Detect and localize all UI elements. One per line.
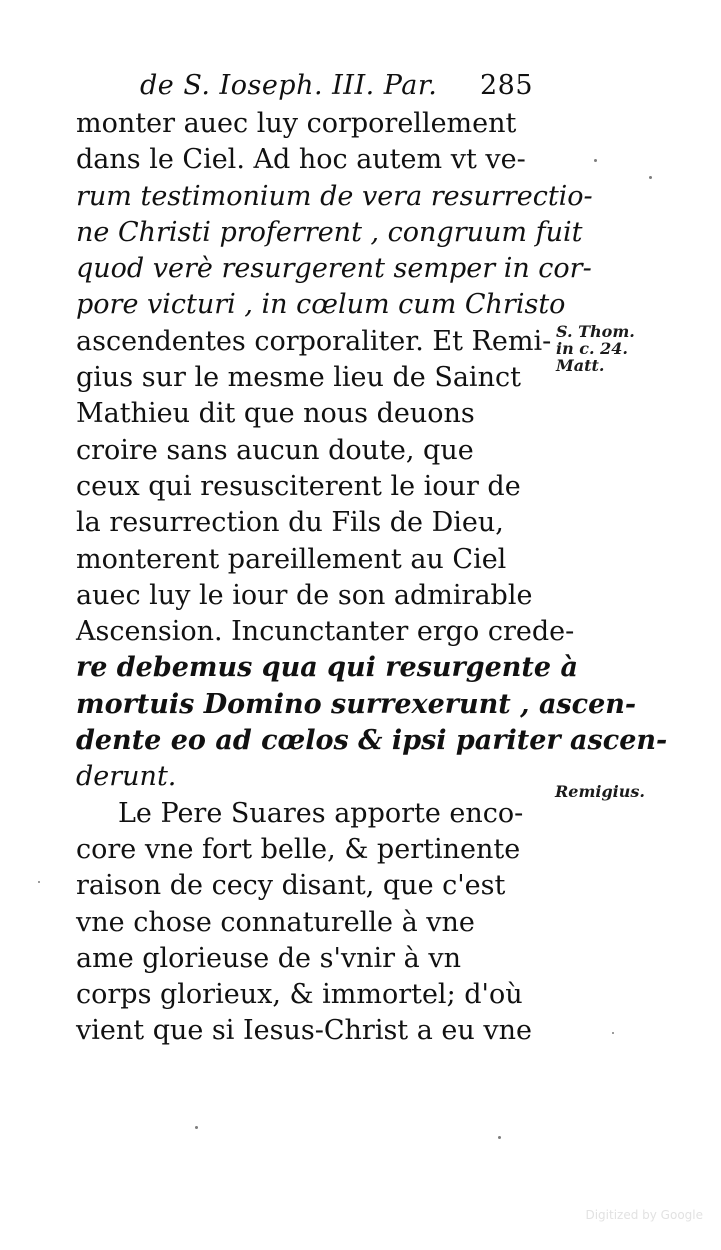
text-line: ne Christi proferrent , congruum fuit [76, 216, 583, 248]
margin-note-line: S. Thom. [556, 322, 635, 341]
text-line: Le Pere Suares apporte enco- [118, 797, 524, 829]
running-head-title: de S. Ioseph. III. Par. [140, 70, 438, 101]
text-line: vne chose connaturelle à vne [76, 906, 475, 938]
text-line: gius sur le mesme lieu de Sainct [76, 362, 521, 394]
text-line: monter auec luy corporellement [76, 108, 517, 139]
running-head [140, 70, 540, 110]
page-number: 285 [480, 70, 534, 101]
ink-spot [195, 1126, 198, 1129]
text-line: dans le Ciel. Ad hoc autem vt ve- [76, 144, 526, 176]
text-line: derunt. [76, 761, 177, 793]
margin-note-line: in c. 24. [556, 339, 628, 358]
text-line: raison de cecy disant, que c'est [76, 870, 506, 902]
text-line: core vne fort belle, & pertinente [76, 833, 521, 865]
text-line: mortuis Domino surrexerunt , ascen- [76, 688, 637, 720]
text-line: la resurrection du Fils de Dieu, [76, 507, 504, 539]
watermark-text: Digitized by Google [585, 1208, 703, 1222]
text-line: Mathieu dit que nous deuons [76, 398, 475, 430]
text-line: ascendentes corporaliter. Et Remi- [76, 325, 552, 357]
text-line: ceux qui resusciterent le iour de [76, 470, 521, 502]
text-line: auec luy le iour de son admirable [76, 579, 533, 611]
text-line: ame glorieuse de s'vnir à vn [76, 942, 461, 974]
text-line: monterent pareillement au Ciel [76, 543, 507, 575]
margin-note-line: Matt. [556, 356, 605, 375]
text-line: vient que si Iesus-Christ a eu vne [76, 1015, 532, 1047]
ink-spot [38, 881, 40, 883]
text-line: Ascension. Incunctanter ergo crede- [76, 616, 575, 648]
ink-spot [594, 159, 597, 162]
margin-note-remigius: Remigius. [555, 782, 645, 801]
text-line: dente eo ad cœlos & ipsi pariter ascen- [76, 725, 668, 757]
text-line: rum testimonium de vera resurrectio- [76, 180, 593, 212]
text-line: quod verè resurgerent semper in cor- [76, 253, 592, 285]
text-line: croire sans aucun doute, que [76, 434, 474, 466]
text-line: re debemus qua qui resurgente à [76, 652, 578, 684]
text-line: corps glorieux, & immortel; d'où [76, 979, 523, 1011]
ink-spot [649, 176, 652, 179]
text-line: pore victuri , in cœlum cum Christo [76, 289, 566, 321]
margin-note-thomas [556, 323, 635, 374]
ink-spot [612, 1032, 614, 1034]
ink-spot [498, 1136, 501, 1139]
